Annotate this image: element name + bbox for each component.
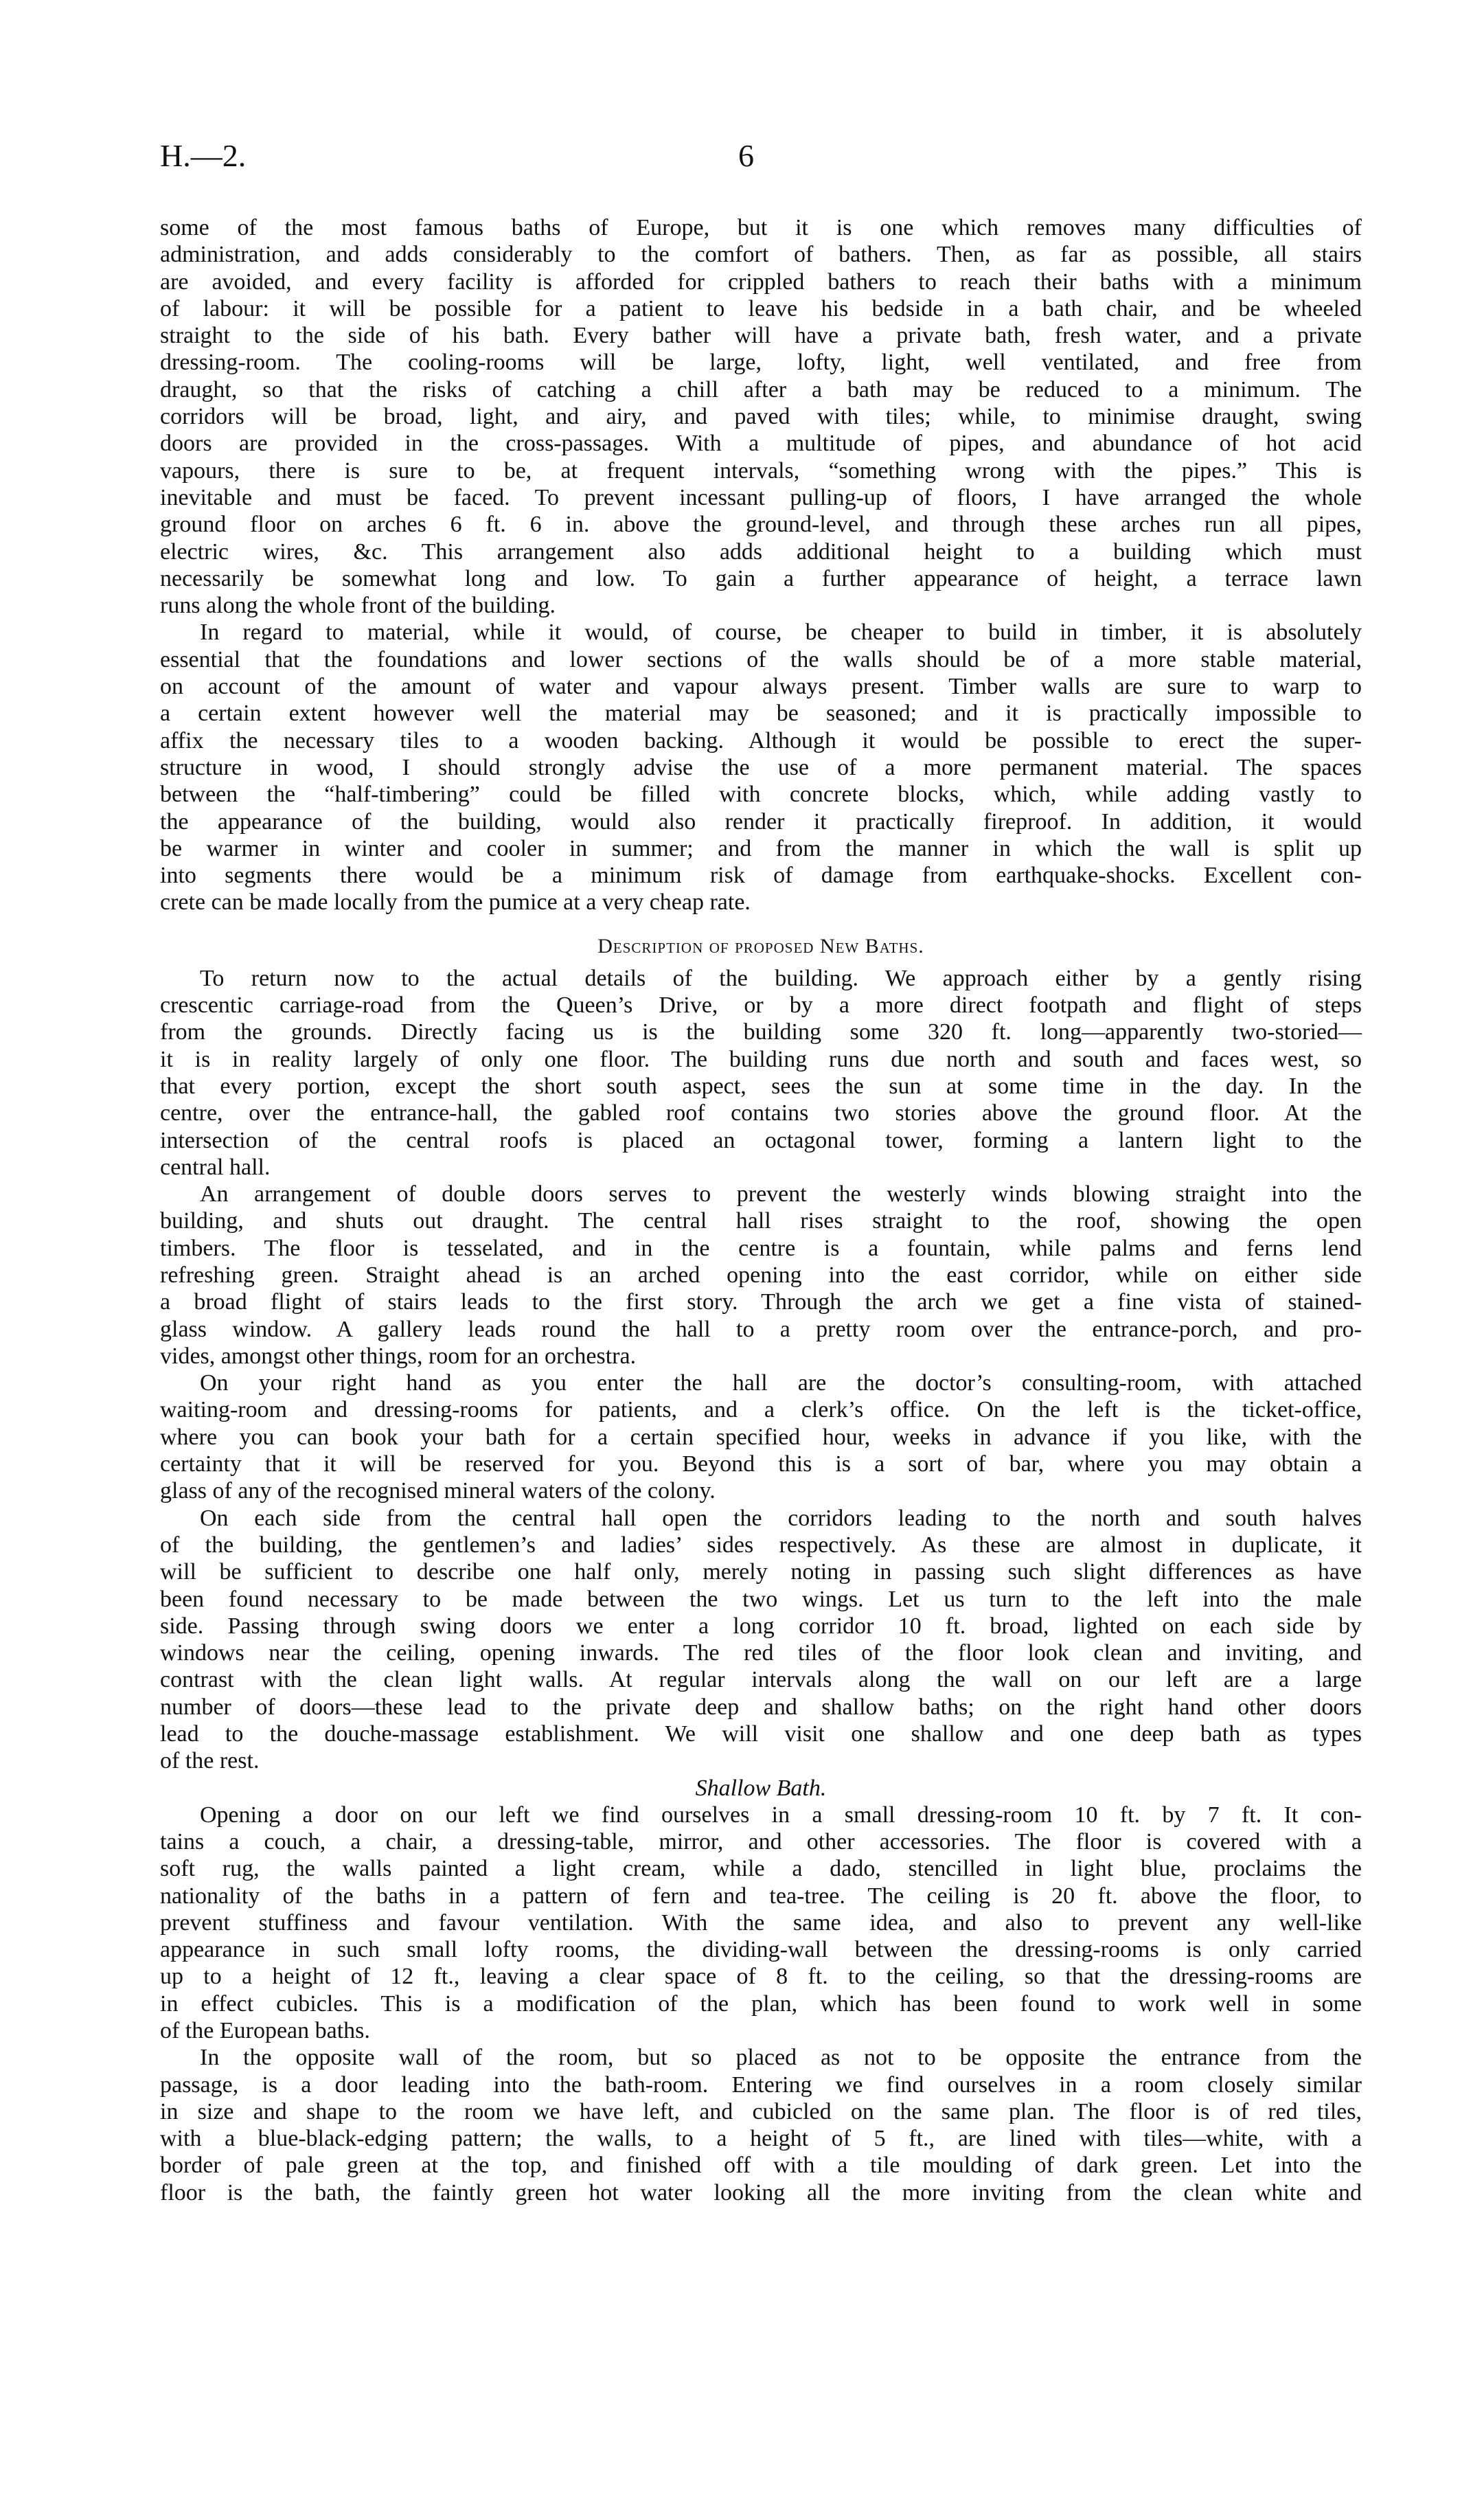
paragraph <box>160 1370 1362 1504</box>
text-line: affix the necessary tiles to a wooden backing. Although it would be possible to erect the super- <box>160 727 1362 753</box>
text-line: ground floor on arches 6 ft. 6 in. above the ground-level, and through these arches run all pipes, <box>160 512 1362 538</box>
text-line: certainty that it will be reserved for you. Beyond this is a sort of bar, where you may obtain a <box>160 1451 1362 1477</box>
text-line: crescentic carriage-road from the Queen’s Drive, or by a more direct footpath and flight of steps <box>160 992 1362 1019</box>
text-line: centre, over the entrance-hall, the gabled roof contains two stories above the ground floor. At the <box>160 1100 1362 1126</box>
text-line: crete can be made locally from the pumice at a very cheap rate. <box>160 889 751 916</box>
document-body <box>160 214 1362 2206</box>
text-line: passage, is a door leading into the bath-room. Entering we find ourselves in a room closely similar <box>160 2072 1362 2098</box>
text-line: of labour: it will be possible for a patient to leave his bedside in a bath chair, and be wheeled <box>160 295 1362 321</box>
text-line: glass of any of the recognised mineral waters of the colony. <box>160 1478 716 1504</box>
text-line: In regard to material, while it would, of course, be cheaper to build in timber, it is absolutely <box>200 620 1362 646</box>
text-line: On your right hand as you enter the hall are the doctor’s consulting-room, with attached <box>200 1370 1362 1396</box>
text-line: To return now to the actual details of the building. We approach either by a gently rising <box>200 965 1362 991</box>
text-line: nationality of the baths in a pattern of fern and tea-tree. The ceiling is 20 ft. above the floor, to <box>160 1883 1362 1909</box>
page-number: 6 <box>738 138 754 173</box>
text-line: On each side from the central hall open the corridors leading to the north and south halves <box>200 1505 1362 1531</box>
text-line: from the grounds. Directly facing us is the building some 320 ft. long—apparently two-storied— <box>160 1019 1362 1045</box>
text-line: floor is the bath, the faintly green hot water looking all the more inviting from the clean white and <box>160 2179 1362 2205</box>
text-line: of the rest. <box>160 1748 260 1774</box>
paragraph <box>160 619 1362 916</box>
text-line: will be sufficient to describe one half only, merely noting in passing such slight differences as have <box>160 1559 1362 1585</box>
text-line: border of pale green at the top, and finished off with a tile moulding of dark green. Let into the <box>160 2153 1362 2179</box>
text-line: In the opposite wall of the room, but so placed as not to be opposite the entrance from the <box>200 2045 1362 2071</box>
text-line: tains a couch, a chair, a dressing-table, mirror, and other accessories. The floor is covered with a <box>160 1828 1362 1854</box>
text-line: where you can book your bath for a certain specified hour, weeks in advance if you like, with the <box>160 1424 1362 1450</box>
text-line: essential that the foundations and lower sections of the walls should be of a more stable material, <box>160 646 1362 672</box>
text-line: that every portion, except the short south aspect, sees the sun at some time in the day. In the <box>160 1073 1362 1099</box>
text-line: Opening a door on our left we find ourselves in a small dressing-room 10 ft. by 7 ft. It con- <box>200 1802 1362 1828</box>
text-line: a broad flight of stairs leads to the first story. Through the arch we get a fine vista of stained- <box>160 1289 1362 1315</box>
text-line: with a blue-black-edging pattern; the walls, to a height of 5 ft., are lined with tiles—white, with a <box>160 2126 1362 2152</box>
text-line: runs along the whole front of the building. <box>160 593 556 619</box>
text-line: administration, and adds considerably to the comfort of bathers. Then, as far as possible, all stairs <box>160 242 1362 268</box>
text-line: of the European baths. <box>160 2018 370 2043</box>
text-line: been found necessary to be made between the two wings. Let us turn to the left into the male <box>160 1586 1362 1612</box>
text-line: up to a height of 12 ft., leaving a clear space of 8 ft. to the ceiling, so that the dressing-rooms are <box>160 1964 1362 1990</box>
document-code: H.—2. <box>160 138 247 173</box>
text-line: it is in reality largely of only one floor. The building runs due north and south and faces west, so <box>160 1046 1362 1072</box>
text-line: inevitable and must be faced. To prevent incessant pulling-up of floors, I have arranged the whole <box>160 484 1362 510</box>
paragraph <box>160 214 1362 619</box>
subsection-heading: Shallow Bath. <box>695 1775 827 1801</box>
text-line: structure in wood, I should strongly advise the use of a more permanent material. The spaces <box>160 754 1362 780</box>
text-line: between the “half-timbering” could be filled with concrete blocks, which, while adding vastly to <box>160 782 1362 808</box>
text-line: dressing-room. The cooling-rooms will be large, lofty, light, well ventilated, and free from <box>160 350 1362 376</box>
text-line: refreshing green. Straight ahead is an arched opening into the east corridor, while on either side <box>160 1262 1362 1288</box>
text-line: intersection of the central roofs is placed an octagonal tower, forming a lantern light to the <box>160 1127 1362 1153</box>
text-line: electric wires, &c. This arrangement also adds additional height to a building which must <box>160 538 1362 565</box>
text-line: prevent stuffiness and favour ventilation. With the same idea, and also to prevent any well-like <box>160 1909 1362 1936</box>
paragraph <box>160 2044 1362 2206</box>
text-line: are avoided, and every facility is afforded for crippled bathers to reach their baths with a minimum <box>160 269 1362 295</box>
text-line: the appearance of the building, would also render it practically fireproof. In addition, it would <box>160 808 1362 835</box>
paragraph <box>160 1181 1362 1370</box>
text-line: contrast with the clean light walls. At regular intervals along the wall on our left are a large <box>160 1667 1362 1693</box>
text-line: doors are provided in the cross-passages. With a multitude of pipes, and abundance of hot acid <box>160 431 1362 457</box>
text-line: appearance in such small lofty rooms, the dividing-wall between the dressing-rooms is only carried <box>160 1937 1362 1963</box>
text-line: draught, so that the risks of catching a chill after a bath may be reduced to a minimum. The <box>160 376 1362 402</box>
text-line: waiting-room and dressing-rooms for patients, and a clerk’s office. On the left is the ticket-office, <box>160 1397 1362 1423</box>
text-line: on account of the amount of water and vapour always present. Timber walls are sure to warp to <box>160 674 1362 700</box>
paragraph <box>160 965 1362 1181</box>
text-line: An arrangement of double doors serves to prevent the westerly winds blowing straight into the <box>200 1181 1362 1207</box>
text-line: some of the most famous baths of Europe, but it is one which removes many difficulties of <box>160 215 1362 240</box>
text-line: necessarily be somewhat long and low. To gain a further appearance of height, a terrace lawn <box>160 565 1362 591</box>
text-line: in effect cubicles. This is a modification of the plan, which has been found to work well in some <box>160 1990 1362 2017</box>
paragraph <box>160 1505 1362 1775</box>
text-line: glass window. A gallery leads round the hall to a pretty room over the entrance-porch, and pro- <box>160 1316 1362 1342</box>
text-line: vapours, there is sure to be, at frequent intervals, “something wrong with the pipes.” This is <box>160 457 1362 484</box>
text-line: be warmer in winter and cooler in summer; and from the manner in which the wall is split up <box>160 835 1362 861</box>
text-line: lead to the douche-massage establishment. We will visit one shallow and one deep bath as types <box>160 1721 1362 1747</box>
text-line: into segments there would be a minimum risk of damage from earthquake-shocks. Excellent con- <box>160 863 1362 889</box>
text-line: number of doors—these lead to the private deep and shallow baths; on the right hand other doors <box>160 1694 1362 1720</box>
text-line: central hall. <box>160 1154 271 1180</box>
section-heading: Description of proposed New Baths. <box>597 934 924 957</box>
text-line: of the building, the gentlemen’s and ladies’ sides respectively. As these are almost in duplicate, it <box>160 1532 1362 1558</box>
text-line: building, and shuts out draught. The central hall rises straight to the roof, showing the open <box>160 1208 1362 1234</box>
text-line: in size and shape to the room we have left, and cubicled on the same plan. The floor is of red tiles, <box>160 2098 1362 2124</box>
text-line: vides, amongst other things, room for an orchestra. <box>160 1343 637 1369</box>
text-line: side. Passing through swing doors we enter a long corridor 10 ft. broad, lighted on each side by <box>160 1613 1362 1639</box>
text-line: a certain extent however well the material may be seasoned; and it is practically impossible to <box>160 701 1362 727</box>
text-line: windows near the ceiling, opening inwards. The red tiles of the floor look clean and inviting, and <box>160 1640 1362 1666</box>
text-line: soft rug, the walls painted a light cream, while a dado, stencilled in light blue, proclaims the <box>160 1856 1362 1882</box>
text-line: straight to the side of his bath. Every bather will have a private bath, fresh water, and a private <box>160 323 1362 349</box>
text-line: timbers. The floor is tesselated, and in the centre is a fountain, while palms and ferns lend <box>160 1235 1362 1261</box>
text-line: corridors will be broad, light, and airy, and paved with tiles; while, to minimise draught, swing <box>160 404 1362 430</box>
paragraph <box>160 1802 1362 2045</box>
